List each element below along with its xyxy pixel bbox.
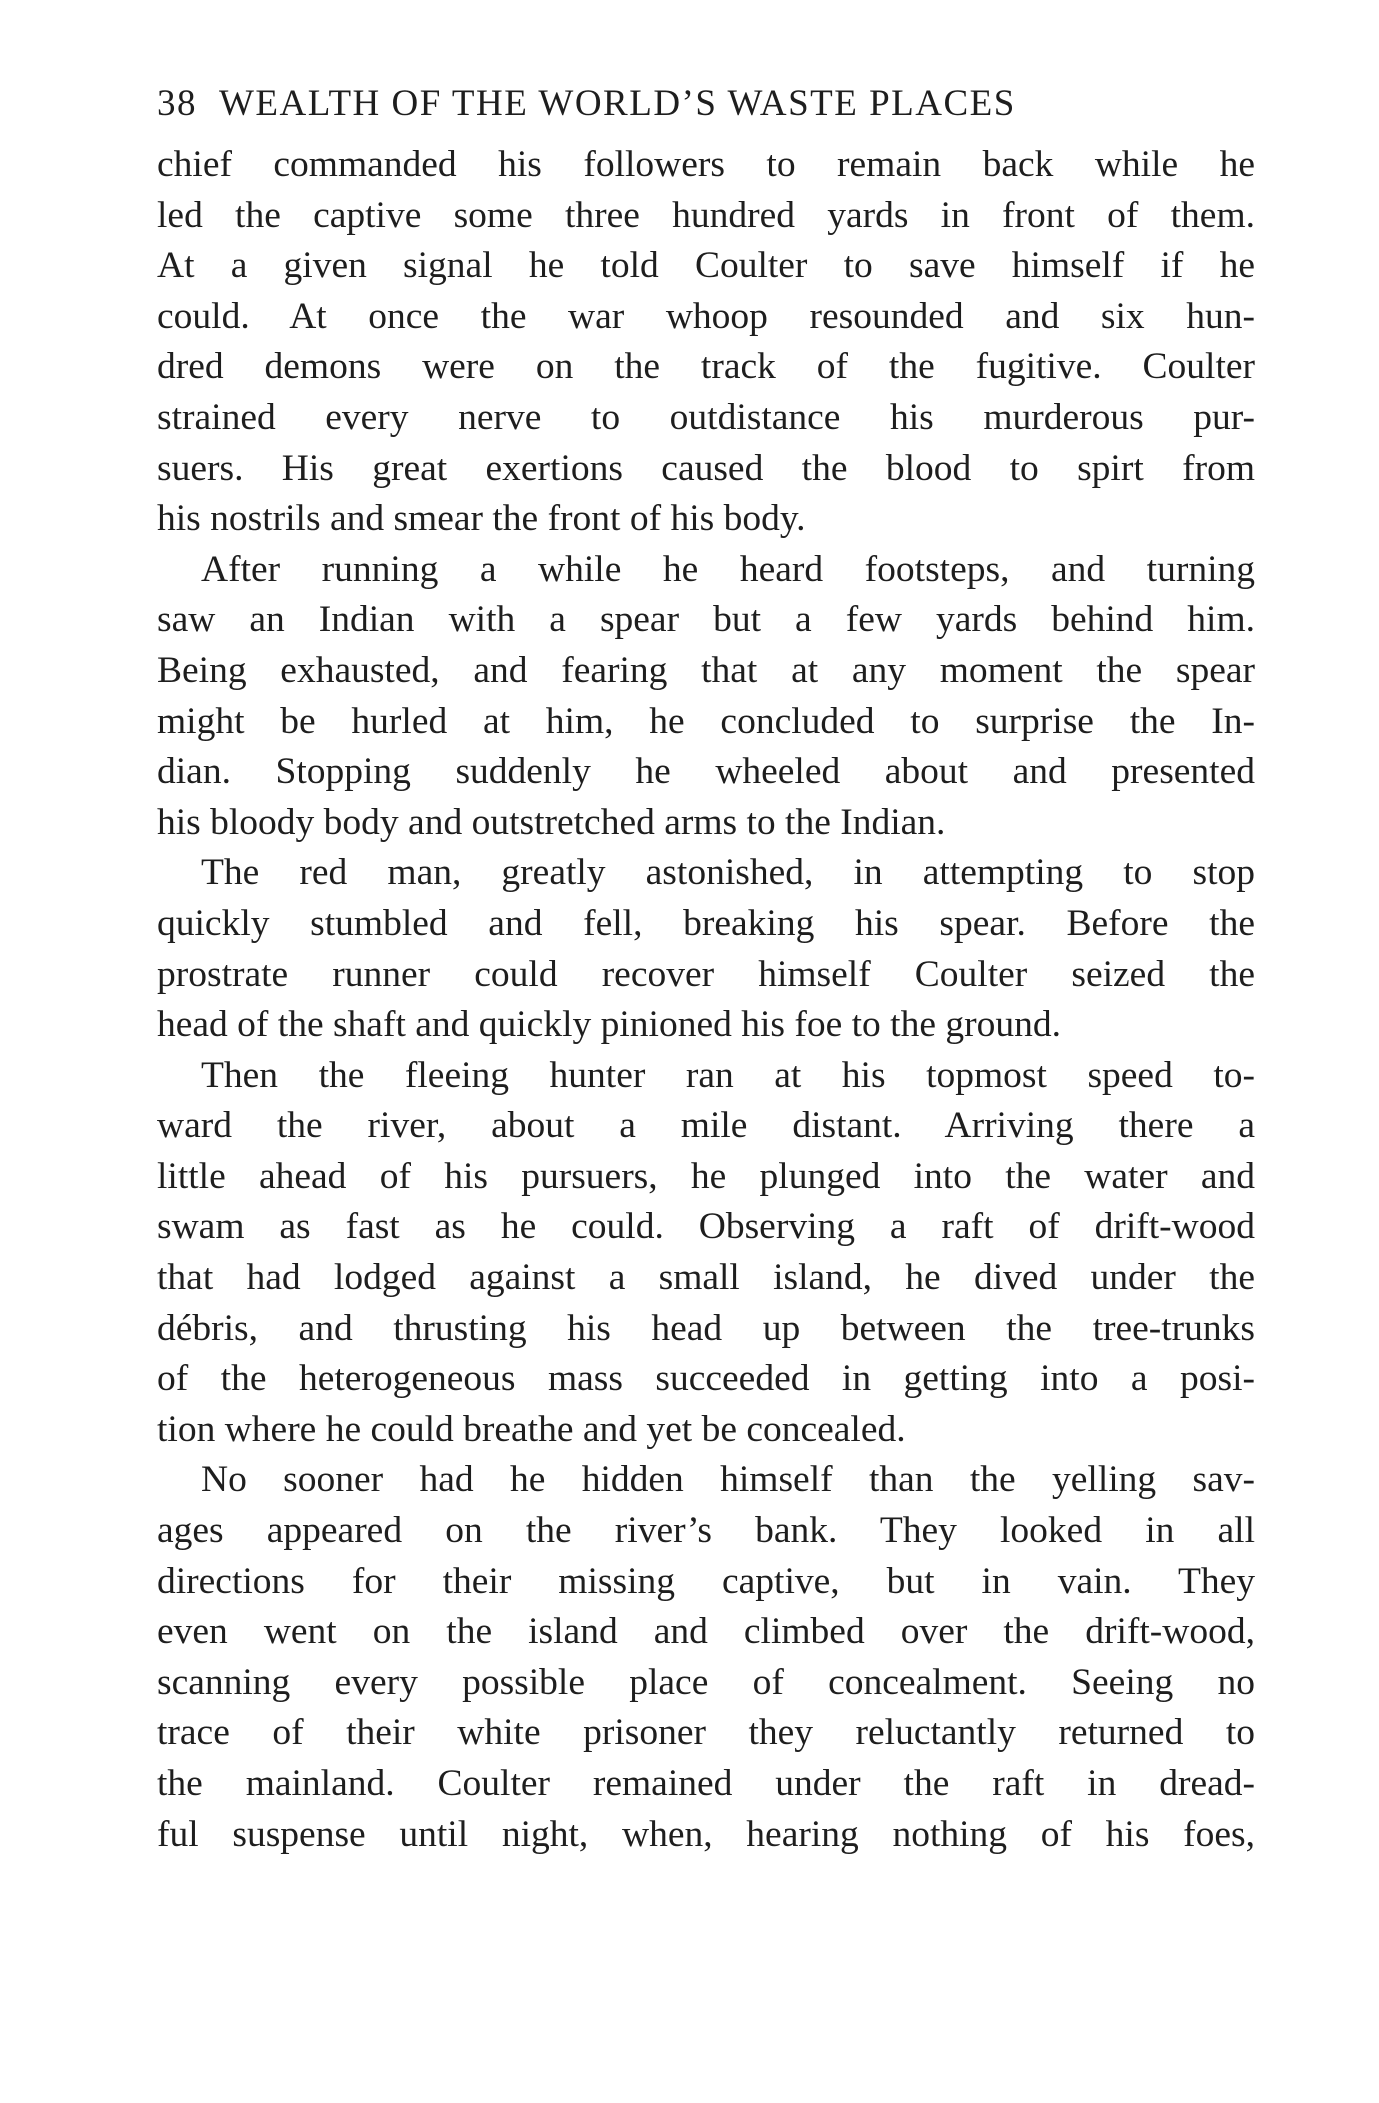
- text-line: dred demons were on the track of the fugitive. Coulter: [157, 346, 1255, 388]
- text-line: little ahead of his pursuers, he plunged into the water and: [157, 1155, 1255, 1197]
- paragraph: [157, 848, 1255, 1050]
- text-line: might be hurled at him, he concluded to surprise the In-: [157, 700, 1255, 742]
- text-line: At a given signal he told Coulter to save himself if he: [157, 245, 1255, 287]
- text-line: ages appeared on the river’s bank. They looked in all: [157, 1510, 1255, 1552]
- text-line: No sooner had he hidden himself than the yelling sav-: [201, 1459, 1255, 1501]
- text-line: Then the fleeing hunter ran at his topmost speed to-: [201, 1054, 1255, 1096]
- text-line: ward the river, about a mile distant. Arriving there a: [157, 1105, 1255, 1147]
- text-line: even went on the island and climbed over the drift-wood,: [157, 1611, 1255, 1653]
- text-line: his bloody body and outstretched arms to the Indian.: [157, 801, 946, 843]
- page-number: 38: [157, 83, 197, 124]
- text-line: head of the shaft and quickly pinioned his foe to the ground.: [157, 1004, 1061, 1046]
- text-line: suers. His great exertions caused the blood to spirt from: [157, 447, 1255, 489]
- text-line: scanning every possible place of concealment. Seeing no: [157, 1661, 1255, 1703]
- text-line: directions for their missing captive, but in vain. They: [157, 1560, 1255, 1602]
- text-line: swam as fast as he could. Observing a raft of drift-wood: [157, 1206, 1255, 1248]
- text-line: dian. Stopping suddenly he wheeled about and presented: [157, 751, 1255, 793]
- running-title: WEALTH OF THE WORLD’S WASTE PLACES: [219, 83, 1016, 124]
- text-line: After running a while he heard footsteps, and turning: [201, 548, 1255, 590]
- book-page: [157, 82, 1255, 1860]
- text-line: could. At once the war whoop resounded and six hun-: [157, 295, 1255, 337]
- text-line: led the captive some three hundred yards in front of them.: [157, 194, 1255, 236]
- running-head: [157, 82, 1255, 126]
- text-line: strained every nerve to outdistance his murderous pur-: [157, 396, 1255, 438]
- text-line: Being exhausted, and fearing that at any moment the spear: [157, 649, 1255, 691]
- text-line: The red man, greatly astonished, in attempting to stop: [201, 852, 1255, 894]
- paragraph: [157, 1051, 1255, 1456]
- text-line: his nostrils and smear the front of his body.: [157, 498, 806, 540]
- text-line: chief commanded his followers to remain back while he: [157, 144, 1255, 185]
- body-text: [157, 140, 1255, 1860]
- text-line: the mainland. Coulter remained under the raft in dread-: [157, 1763, 1255, 1804]
- text-line: saw an Indian with a spear but a few yards behind him.: [157, 599, 1255, 641]
- text-line: quickly stumbled and fell, breaking his spear. Before the: [157, 902, 1255, 944]
- text-line: trace of their white prisoner they reluctantly returned to: [157, 1712, 1255, 1754]
- text-line: prostrate runner could recover himself Coulter seized the: [157, 953, 1255, 995]
- text-line: of the heterogeneous mass succeeded in getting into a posi-: [157, 1358, 1255, 1400]
- text-line: débris, and thrusting his head up between the tree-trunks: [157, 1307, 1255, 1349]
- paragraph: [157, 545, 1255, 849]
- paragraph: [157, 140, 1255, 545]
- paragraph: [157, 1455, 1255, 1860]
- text-line: that had lodged against a small island, he dived under the: [157, 1257, 1255, 1299]
- text-line: ful suspense until night, when, hearing nothing of his foes,: [157, 1813, 1255, 1855]
- text-line: tion where he could breathe and yet be concealed.: [157, 1408, 906, 1450]
